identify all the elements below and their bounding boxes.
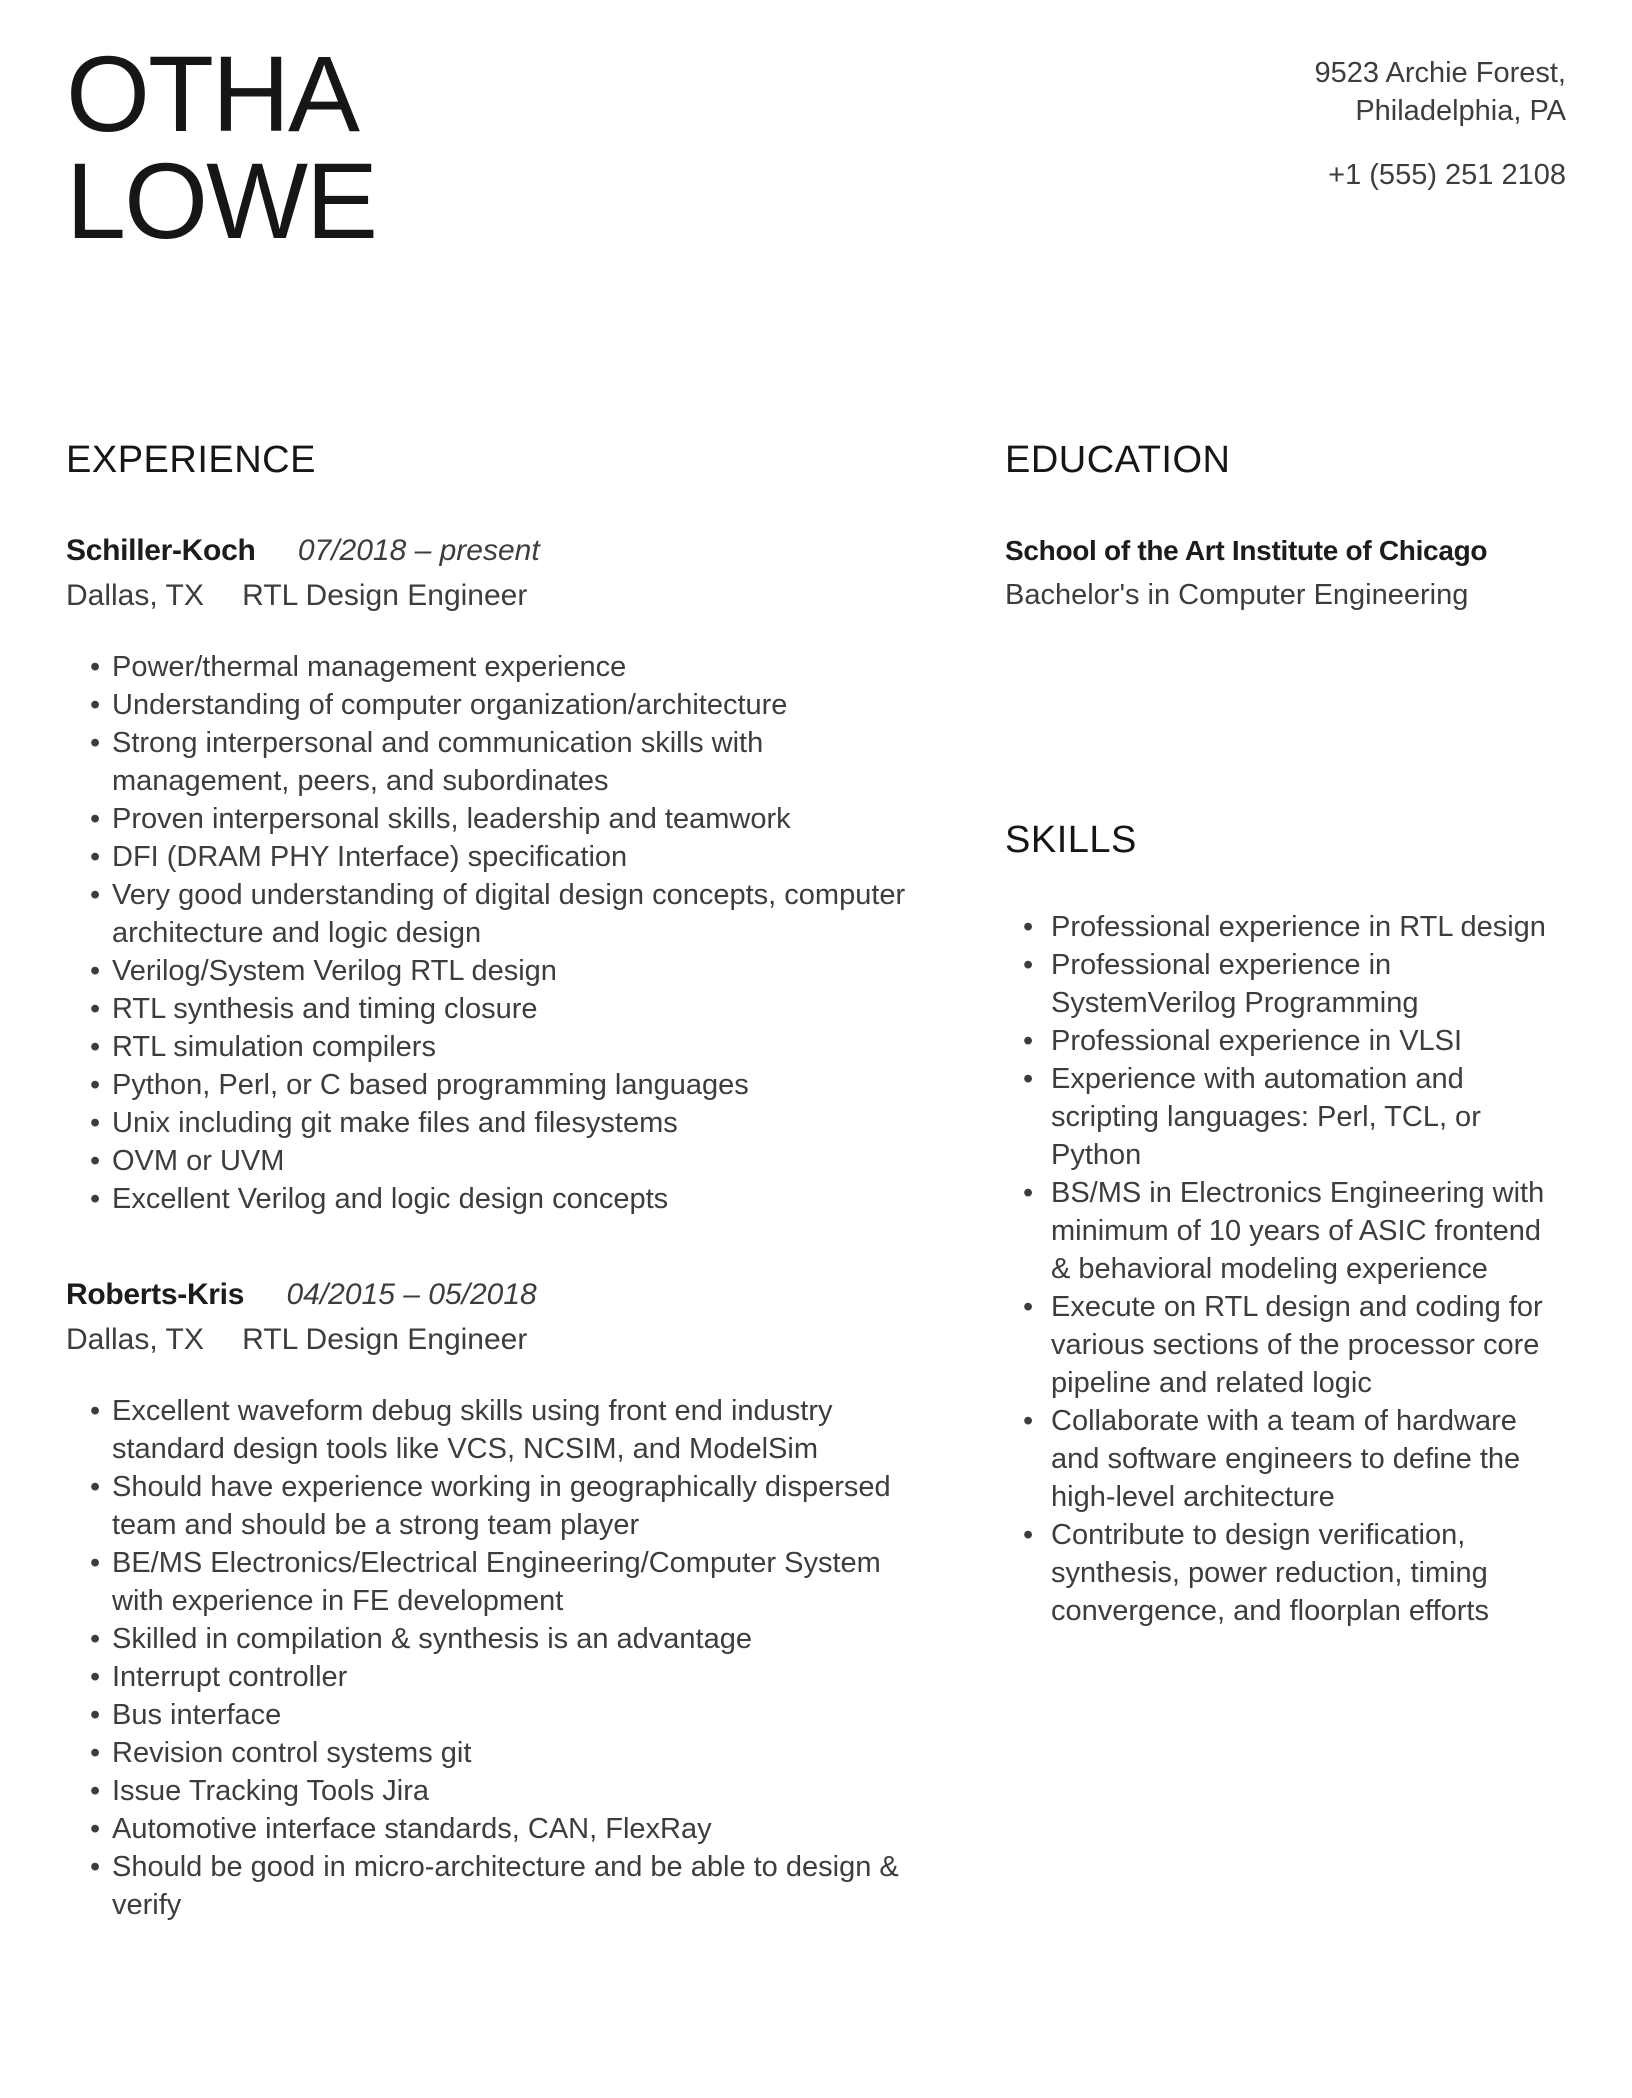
bullet-item: • BE/MS Electronics/Electrical Engineering/Computer System with experience in FE development (66, 1544, 940, 1620)
bullet-item: • Should have experience working in geographically dispersed team and should be a strong team player (66, 1468, 940, 1544)
job-company: Roberts-Kris (66, 1278, 245, 1311)
bullet-item: • Professional experience in RTL design (1005, 908, 1566, 946)
experience-column (66, 436, 940, 1924)
bullet-item: • OVM or UVM (66, 1142, 940, 1180)
bullet-item: • RTL simulation compilers (66, 1028, 940, 1066)
job-title: RTL Design Engineer (242, 579, 528, 612)
bullet-item: • Professional experience in SystemVerilog Programming (1005, 946, 1566, 1022)
candidate-first-name: OTHA (66, 33, 359, 154)
education-school: School of the Art Institute of Chicago (1005, 535, 1488, 566)
job-bullet-list (66, 1392, 940, 1924)
bullet-item: • Collaborate with a team of hardware and software engineers to define the high-level architecture (1005, 1402, 1566, 1516)
contact-info (1315, 40, 1566, 194)
job-entry-roberts-kris (66, 1272, 940, 1924)
education-degree: Bachelor's in Computer Engineering (1005, 579, 1469, 611)
bullet-item: • Very good understanding of digital design concepts, computer architecture and logic design (66, 876, 940, 952)
bullet-item: • Experience with automation and scripting languages: Perl, TCL, or Python (1005, 1060, 1566, 1174)
bullet-item: • Revision control systems git (66, 1734, 940, 1772)
candidate-last-name: LOWE (66, 140, 377, 261)
job-location: Dallas, TX (66, 579, 204, 612)
job-bullet-list (66, 648, 940, 1218)
job-header (66, 1272, 940, 1317)
bullet-item: • Skilled in compilation & synthesis is an advantage (66, 1620, 940, 1658)
bullet-item: • Excellent waveform debug skills using front end industry standard design tools like VCS, NCSIM, and ModelSim (66, 1392, 940, 1468)
contact-address-line2: Philadelphia, PA (1355, 95, 1566, 127)
job-header (66, 528, 940, 573)
bullet-item: • Contribute to design verification, synthesis, power reduction, timing convergence, and floorplan efforts (1005, 1516, 1566, 1630)
bullet-item: • Proven interpersonal skills, leadership and teamwork (66, 800, 940, 838)
contact-phone: +1 (555) 251 2108 (1328, 159, 1566, 191)
bullet-item: • Unix including git make files and filesystems (66, 1104, 940, 1142)
bullet-item: • Interrupt controller (66, 1658, 940, 1696)
bullet-item: • Power/thermal management experience (66, 648, 940, 686)
skills-section (1005, 816, 1566, 1630)
bullet-item: • Excellent Verilog and logic design concepts (66, 1180, 940, 1218)
bullet-item: • Automotive interface standards, CAN, FlexRay (66, 1810, 940, 1848)
bullet-item: • Bus interface (66, 1696, 940, 1734)
job-dates: 04/2015 – 05/2018 (286, 1278, 537, 1311)
job-meta (66, 573, 940, 618)
skills-bullet-list (1005, 908, 1566, 1630)
education-heading: EDUCATION (1005, 439, 1231, 481)
job-location: Dallas, TX (66, 1323, 204, 1356)
bullet-item: • Should be good in micro-architecture and be able to design & verify (66, 1848, 940, 1924)
contact-address-line1: 9523 Archie Forest, (1314, 57, 1566, 89)
job-dates: 07/2018 – present (297, 534, 540, 567)
education-skills-column (1005, 436, 1566, 1924)
job-title: RTL Design Engineer (242, 1323, 528, 1356)
education-section (1005, 436, 1566, 618)
header (66, 33, 1566, 261)
content-columns (66, 436, 1566, 1924)
bullet-item: • Understanding of computer organization/architecture (66, 686, 940, 724)
bullet-item: • DFI (DRAM PHY Interface) specification (66, 838, 940, 876)
bullet-item: • Issue Tracking Tools Jira (66, 1772, 940, 1810)
job-entry-schiller-koch (66, 528, 940, 1218)
job-company: Schiller-Koch (66, 534, 256, 567)
bullet-item: • Verilog/System Verilog RTL design (66, 952, 940, 990)
experience-heading: EXPERIENCE (66, 439, 316, 481)
bullet-item: • Execute on RTL design and coding for various sections of the processor core pipeline and related logic (1005, 1288, 1566, 1402)
skills-heading: SKILLS (1005, 819, 1137, 861)
job-meta (66, 1317, 940, 1362)
candidate-name (66, 33, 377, 261)
bullet-item: • Professional experience in VLSI (1005, 1022, 1566, 1060)
bullet-item: • BS/MS in Electronics Engineering with minimum of 10 years of ASIC frontend & behavioral modeling experience (1005, 1174, 1566, 1288)
bullet-item: • Strong interpersonal and communication skills with management, peers, and subordinates (66, 724, 940, 800)
bullet-item: • Python, Perl, or C based programming languages (66, 1066, 940, 1104)
bullet-item: • RTL synthesis and timing closure (66, 990, 940, 1028)
